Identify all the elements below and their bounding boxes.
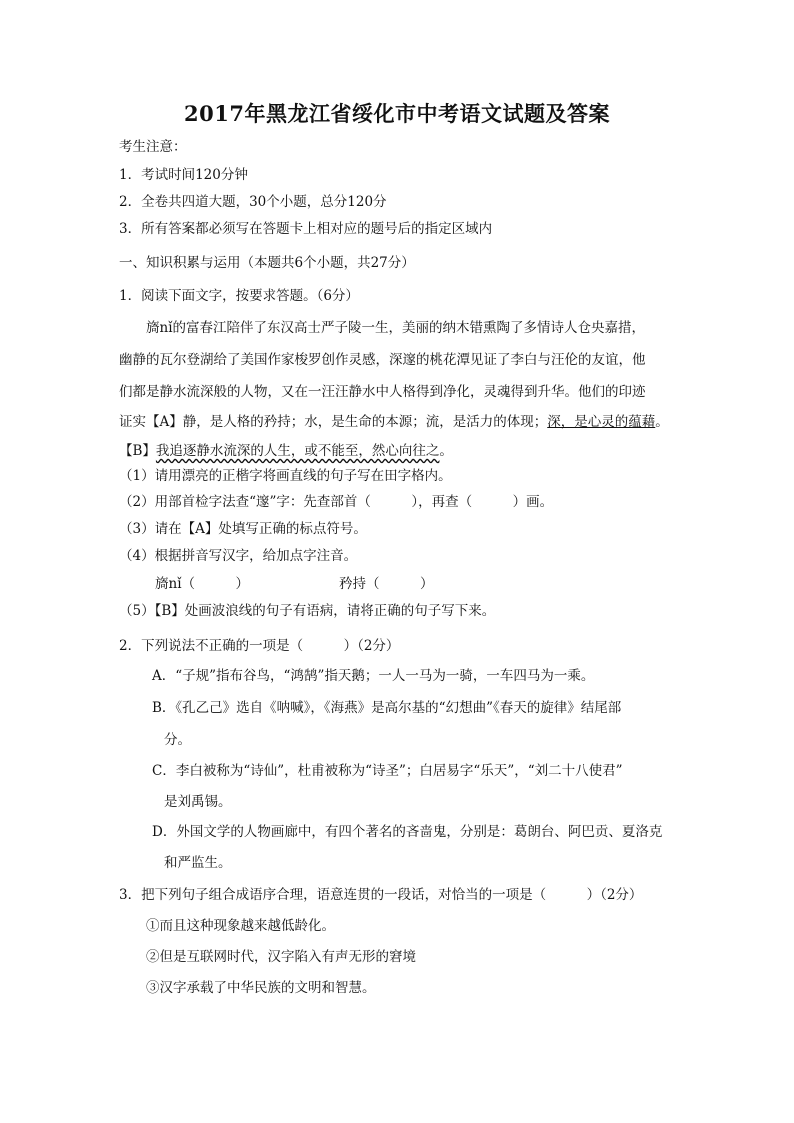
document-title: 2017年黑龙江省绥化市中考语文试题及答案	[184, 101, 610, 126]
passage-line-1: 旖nǐ的富春江陪伴了东汉高士严子陵一生，美丽的纳木错熏陶了多情诗人仓央嘉措，	[146, 320, 646, 336]
notice-item-1: 1．考试时间120分钟	[119, 167, 248, 183]
passage-line-4-text: 证实【A】静，是人格的矜持；水，是生命的本源；流，是活力的体现；	[119, 414, 548, 430]
pinyin-row	[155, 575, 434, 593]
sub-question-4: （4）根据拼音写汉字，给加点字注音。	[119, 548, 358, 564]
section-heading: 一、知识积累与运用（本题共6个小题，共27分）	[119, 255, 415, 271]
notice-item-3: 3．所有答案都必须写在答题卡上相对应的题号后的指定区域内	[119, 221, 493, 237]
passage-line-3: 们都是静水流深般的人物，又在一汪汪静水中人格得到净化，灵魂得到升华。他们的印迹	[119, 384, 646, 400]
question-3-stem: 3．把下列句子组合成语序合理，语意连贯的一段话，对恰当的一项是（ ）（2分）	[119, 887, 643, 903]
sub-question-5: （5）【B】处画波浪线的句子有语病，请将正确的句子写下来。	[119, 603, 496, 619]
sub-question-1: （1）请用漂亮的正楷字将画直线的句子写在田字格内。	[119, 468, 452, 484]
notice-heading: 考生注意：	[119, 139, 187, 155]
option-c-line-2: 是刘禹锡。	[164, 794, 232, 810]
passage-line-4	[119, 413, 669, 431]
option-b-line-1: B．《孔乙己》选自《呐喊》，《海燕》是高尔基的“幻想曲”《春天的旋律》结尾部	[152, 700, 622, 716]
question-1-stem: 1．阅读下面文字，按要求答题。（6分）	[119, 288, 359, 304]
passage-line-4-end: 。	[655, 414, 669, 430]
sub-question-2: （2）用部首检字法查“邃”字：先查部首（ ），再查（ ）画。	[119, 494, 554, 510]
passage-line-5	[119, 442, 453, 460]
sentence-3: ③汉字承载了中华民族的文明和智慧。	[146, 980, 376, 996]
pinyin-item-a: 旖nǐ（ ）	[155, 576, 250, 592]
underlined-sentence: 深，是心灵的蕴藉	[547, 414, 656, 430]
sentence-1: ①而且这种现象越来越低龄化。	[146, 918, 335, 934]
option-a: A．“子规”指布谷鸟，“鸿鹄”指天鹅；一人一马为一骑，一车四马为一乘。	[152, 668, 595, 684]
option-d-line-2: 和严监生。	[164, 855, 232, 871]
option-c-line-1: C．李白被称为“诗仙”，杜甫被称为“诗圣”；白居易字“乐天”，“刘二十八使君”	[152, 763, 623, 779]
marker-b: 【B】	[119, 443, 156, 459]
passage-line-2: 幽静的瓦尔登湖给了美国作家梭罗创作灵感，深邃的桃花潭见证了李白与汪伦的友谊，他	[119, 352, 646, 368]
sentence-2: ②但是互联网时代，汉字陷入有声无形的窘境	[146, 949, 416, 965]
question-2-stem: 2．下列说法不正确的一项是（ ）（2分）	[119, 638, 400, 654]
wavy-underlined-sentence: 我追逐静水流深的人生，或不能至，然心向往之	[155, 443, 440, 459]
sub-question-3: （3）请在【A】处填写正确的标点符号。	[119, 521, 367, 537]
pinyin-item-b: 矜持（ ）	[339, 576, 434, 592]
option-b-line-2: 分。	[164, 732, 191, 748]
passage-line-5-end: 。	[439, 443, 453, 459]
notice-item-2: 2．全卷共四道大题，30个小题，总分120分	[119, 194, 387, 210]
option-d-line-1: D．外国文学的人物画廊中，有四个著名的吝啬鬼，分别是：葛朗台、阿巴贡、夏洛克	[152, 824, 663, 840]
